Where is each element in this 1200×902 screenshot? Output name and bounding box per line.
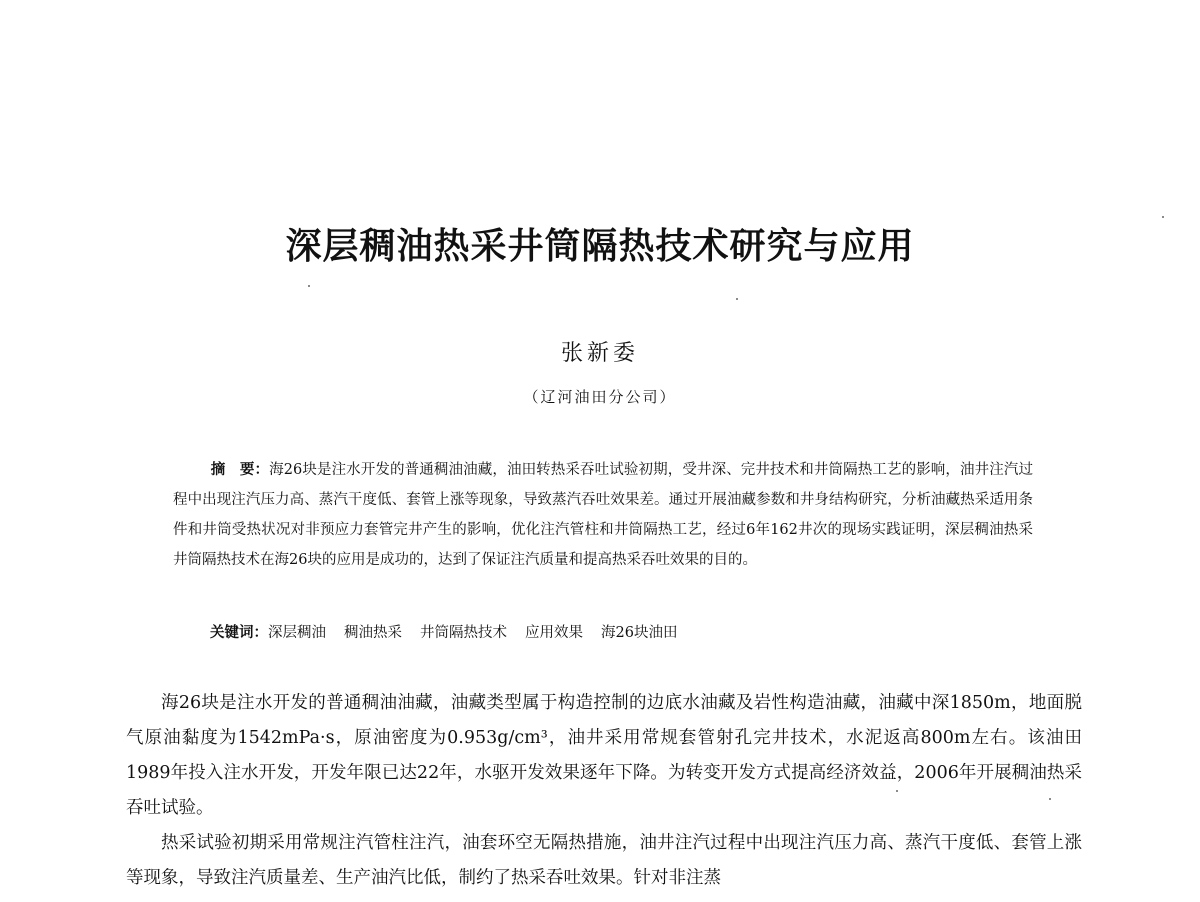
scan-speck: [736, 298, 738, 300]
paper-title: 深层稠油热采井筒隔热技术研究与应用: [285, 226, 915, 267]
body-paragraph: 海26块是注水开发的普通稠油油藏，油藏类型属于构造控制的边底水油藏及岩性构造油藏，油藏中深1850m，地面脱气原油黏度为1542mPa·s，原油密度为0.953g/cm³，油井采用常规套管射孔完井技术，水泥返高800m左右。该油田1989年投入注水开发，开发年限已达22年，水驱开发效果逐年下降。为转变开发方式提高经济效益，2006年开展稠油热采吞吐试验。: [126, 693, 1082, 818]
keyword: 应用效果: [525, 625, 583, 641]
scan-speck: [896, 790, 898, 792]
abstract-text: 海26块是注水开发的普通稠油油藏，油田转热采吞吐试验初期，受井深、完井技术和井筒隔热工艺的影响，油井注汽过程中出现注汽压力高、蒸汽干度低、套管上涨等现象，导致蒸汽吞吐效果差。通过开展油藏参数和井身结构研究，分析油藏热采适用条件和井筒受热状况对非预应力套管完井产生的影响，优化注汽管柱和井筒隔热工艺，经过6年162井次的现场实践证明，深层稠油热采井筒隔热技术在海26块的应用是成功的，达到了保证注汽质量和提高热采吞吐效果的目的。: [173, 462, 1033, 568]
abstract-paragraph: [173, 455, 1033, 575]
abstract: [173, 455, 1033, 575]
author-affiliation: （辽河油田分公司）: [523, 388, 677, 406]
keywords: [210, 621, 695, 642]
scan-speck: [308, 285, 310, 287]
abstract-label: 摘 要：: [210, 462, 270, 478]
keywords-label: 关键词：: [210, 625, 268, 641]
keyword: 海26块油田: [601, 625, 678, 641]
keyword: 稠油热采: [344, 625, 402, 641]
keyword: 井筒隔热技术: [420, 625, 507, 641]
body-paragraph: 热采试验初期采用常规注汽管柱注汽，油套环空无隔热措施，油井注汽过程中出现注汽压力高、蒸汽干度低、套管上涨等现象，导致注汽质量差、生产油汽比低，制约了热采吞吐效果。针对非注蒸: [126, 833, 1082, 888]
body-text: [126, 686, 1082, 896]
author-name: 张新委: [560, 341, 639, 366]
scan-speck: [1162, 216, 1164, 218]
scan-speck: [1049, 798, 1051, 800]
keyword: 深层稠油: [268, 625, 326, 641]
